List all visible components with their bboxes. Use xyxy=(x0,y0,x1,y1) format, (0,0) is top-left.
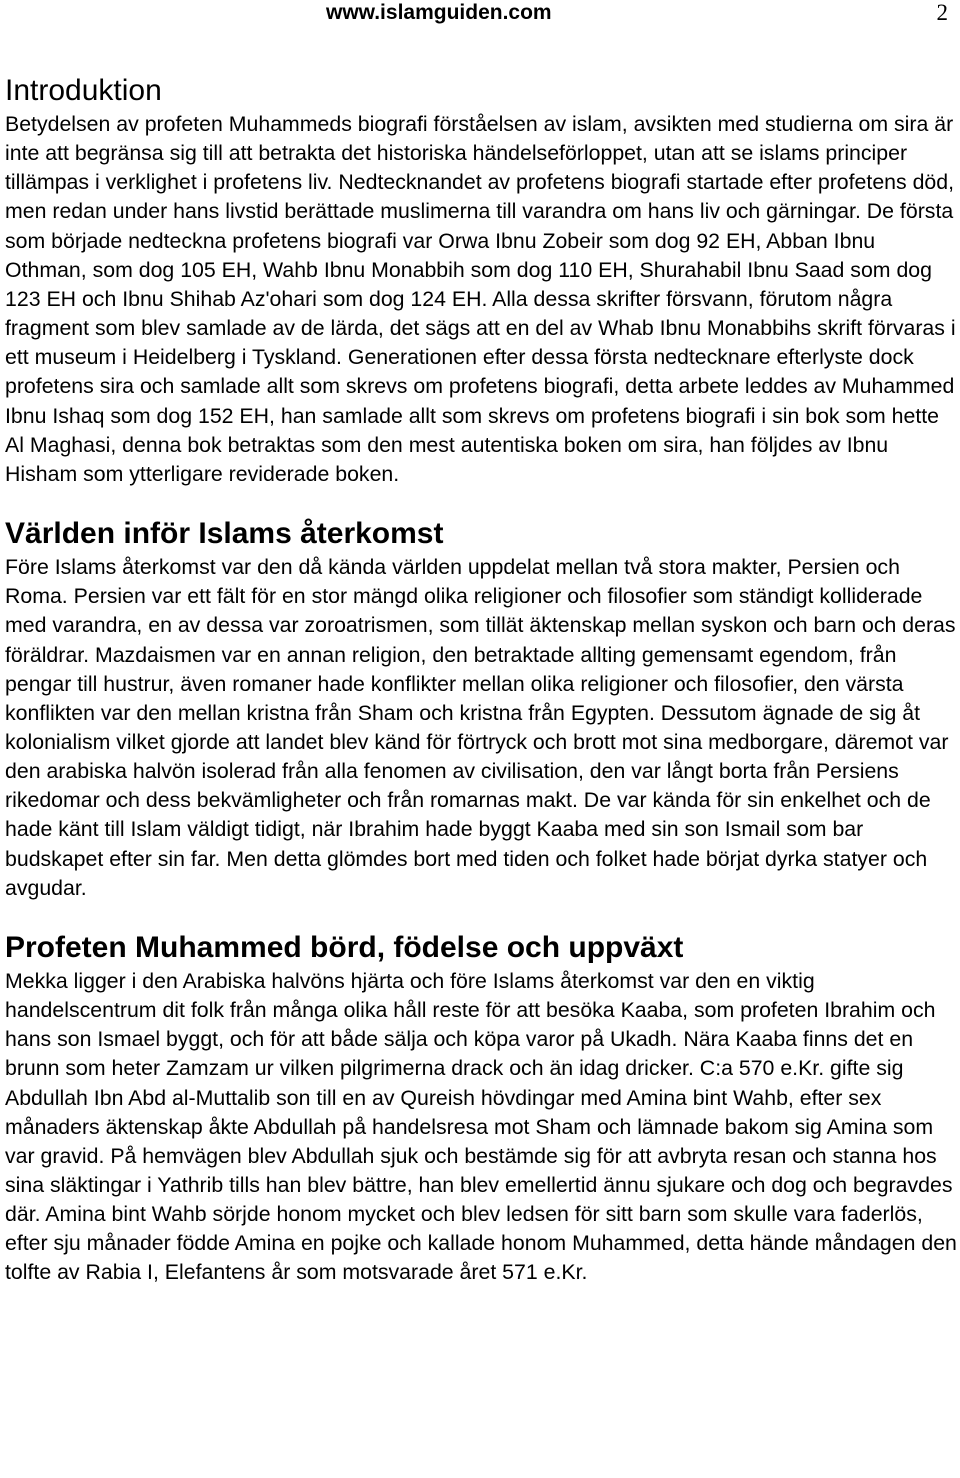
section-paragraph: Mekka ligger i den Arabiska halvöns hjärta och före Islams återkomst var den en viktig handelscentrum dit folk från många olika håll reste för att besöka Kaaba, som profeten Ibrahim och hans son Ismael byggt, och för att både sälja och köpa varor på Ukadh. Nära Kaaba finns det en brunn som heter Zamzam ur vilken pilgrimerna drack och än idag dricker. C:a 570 e.Kr. gifte sig Abdullah Ibn Abd al-Muttalib son till en av Qureish hövdingar med Amina bint Wahb, efter sex månaders äktenskap åkte Abdullah på handelsresa mot Sham och lämnade bakom sig Amina som var gravid. På hemvägen blev Abdullah sjuk och bestämde sig för att avbryta resan och stanna hos sina släktingar i Yathrib tills han blev bättre, han blev emellertid ännu sjukare och dog och begravdes där. Amina bint Wahb sörjde honom mycket och blev ledsen för sitt barn som skulle vara faderlös, efter sju månader födde Amina en pojke och kallade honom Muhammed, detta hände måndagen den tolfte av Rabia I, Elefantens år som motsvarade året 571 e.Kr. xyxy=(5,968,957,1285)
section-profeten xyxy=(5,929,957,1288)
section-heading: Världen inför Islams återkomst xyxy=(5,517,444,551)
section-heading: Profeten Muhammed börd, födelse och uppväxt xyxy=(5,930,684,964)
page-number: 2 xyxy=(936,0,948,25)
page-header xyxy=(0,0,960,32)
section-heading: Introduktion xyxy=(5,74,162,107)
section-paragraph: Betydelsen av profeten Muhammeds biografi förståelsen av islam, avsikten med studierna om sira är inte att begränsa sig till att betrakta det historiska händelseförloppet, utan att se islams principer tillämpas i verklighet i profetens liv. Nedtecknandet av profetens biografi startade efter profetens död, men redan under hans livstid berättade muslimerna till varandra om hans liv och gärningar. De första som började nedteckna profetens biografi var Orwa Ibnu Zobeir som dog 92 EH, Abban Ibnu Othman, som dog 105 EH, Wahb Ibnu Monabbih som dog 110 EH, Shurahabil Ibnu Saad som dog 123 EH och Ibnu Shihab Az'ohari som dog 124 EH. Alla dessa skrifter försvann, förutom några fragment som blev samlade av de lärda, det sägs att en del av Whab Ibnu Monabbihs skrift förvaras i ett museum i Heidelberg i Tyskland. Generationen efter dessa första nedtecknare efterlyste dock profetens sira och samlade allt som skrevs om profetens biografi, detta arbete leddes av Muhammed Ibnu Ishaq som dog 152 EH, han samlade allt som skrevs om profetens biografi i sin bok som hette Al Maghasi, denna bok betraktas som den mest autentiska boken om sira, han följdes av Ibnu Hisham som ytterligare reviderade boken. xyxy=(5,112,956,486)
site-url: www.islamguiden.com xyxy=(326,1,552,24)
section-varlden xyxy=(5,515,957,903)
section-introduktion xyxy=(5,72,957,489)
section-paragraph: Före Islams återkomst var den då kända världen uppdelat mellan två stora makter, Persien och Roma. Persien var ett fält för en stor mängd olika religioner och filosofier som ständigt kolliderade med varandra, en av dessa var zoroatrismen, som tillät äktenskap mellan syskon och barn och deras föräldrar. Mazdaismen var en annan religion, den betraktade allting gemensamt egendom, från pengar till hustrur, även romaner hade konflikter mellan olika religioner och filosofier, den värsta konflikten var den mellan kristna från Sham och kristna från Egypten. Dessutom ägnade de sig åt kolonialism vilket gjorde att landet blev känd för förtryck och brott mot sina medborgare, däremot var den arabiska halvön isolerad från alla fenomen av civilisation, den var långt borta från Persiens rikedomar och dess bekvämligheter och från romarnas makt. De var kända för sin enkelhet och de hade känt till Islam väldigt tidigt, när Ibrahim hade byggt Kaaba med sin son Ismail som bar budskapet efter sin far. Men detta glömdes bort med tiden och folket hade börjat dyrka statyer och avgudar. xyxy=(5,555,956,900)
document-body xyxy=(5,72,957,1288)
